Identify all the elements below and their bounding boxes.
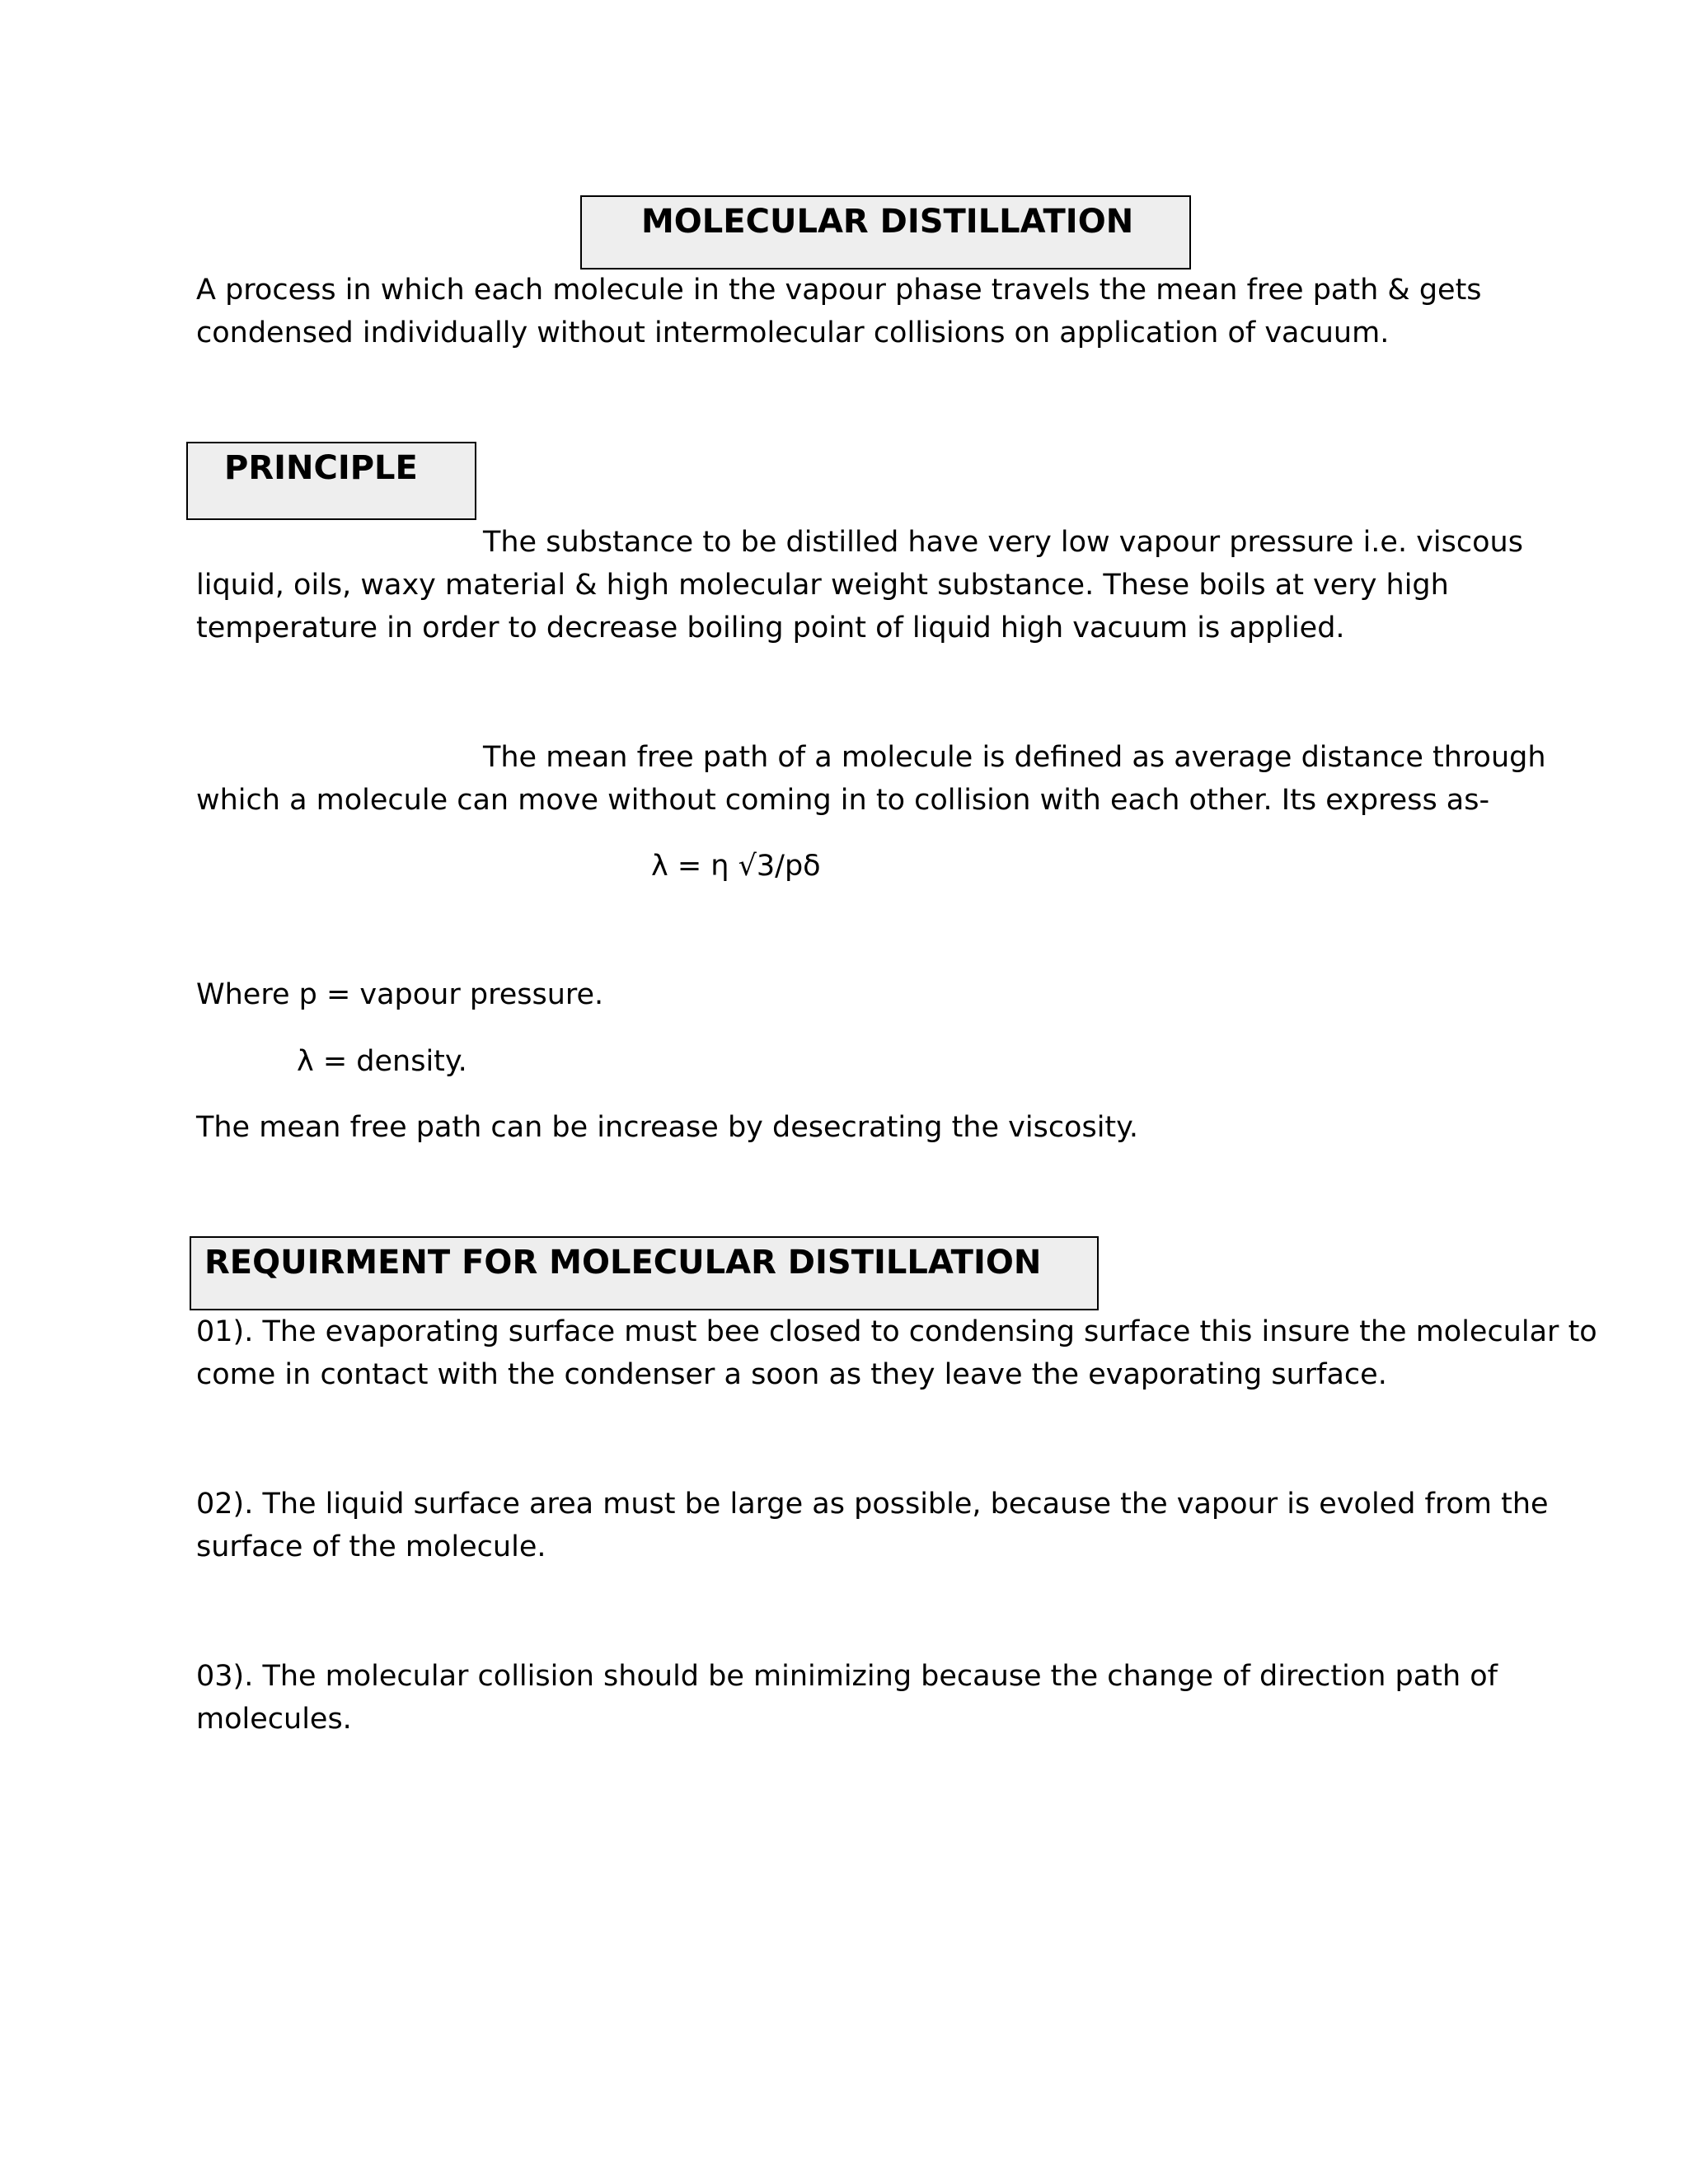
where-line: Where p = vapour pressure. <box>196 978 604 1011</box>
requirement-3-line-2: molecules. <box>196 1703 352 1736</box>
principle-p1-line-1-text: The substance to be distilled have very low vapour pressure i.e. viscous <box>483 526 1523 559</box>
principle-heading: PRINCIPLE <box>224 449 418 487</box>
principle-p1-line-1 <box>196 521 1523 564</box>
principle-p1-line-3: temperature in order to decrease boiling point of liquid high vacuum is applied. <box>196 612 1345 644</box>
closing-line: The mean free path can be increase by desecrating the viscosity. <box>196 1111 1139 1144</box>
page-title: MOLECULAR DISTILLATION <box>641 203 1134 241</box>
requirement-1-line-2: come in contact with the condenser a soon as they leave the evaporating surface. <box>196 1358 1387 1391</box>
definition-line-2: condensed individually without intermolecular collisions on application of vacuum. <box>196 316 1390 349</box>
mean-free-path-formula: λ = η √3/pδ <box>651 850 821 883</box>
requirement-1-line-1: 01). The evaporating surface must bee closed to condensing surface this insure the molecular to <box>196 1315 1597 1348</box>
requirements-heading: REQUIRMENT FOR MOLECULAR DISTILLATION <box>204 1244 1042 1282</box>
requirement-2-line-2: surface of the molecule. <box>196 1530 546 1563</box>
principle-p1-line-2: liquid, oils, waxy material & high molecular weight substance. These boils at very high <box>196 569 1449 602</box>
principle-p2-line-2: which a molecule can move without coming in to collision with each other. Its express as- <box>196 784 1490 817</box>
requirement-2-line-1: 02). The liquid surface area must be large as possible, because the vapour is evoled from the <box>196 1488 1549 1521</box>
definition-line-1: A process in which each molecule in the vapour phase travels the mean free path & gets <box>196 274 1482 307</box>
requirement-3-line-1: 03). The molecular collision should be minimizing because the change of direction path of <box>196 1660 1498 1693</box>
principle-p2-line-1 <box>196 736 1546 779</box>
principle-p2-line-1-text: The mean free path of a molecule is defined as average distance through <box>483 741 1546 774</box>
lambda-line: λ = density. <box>297 1045 467 1078</box>
